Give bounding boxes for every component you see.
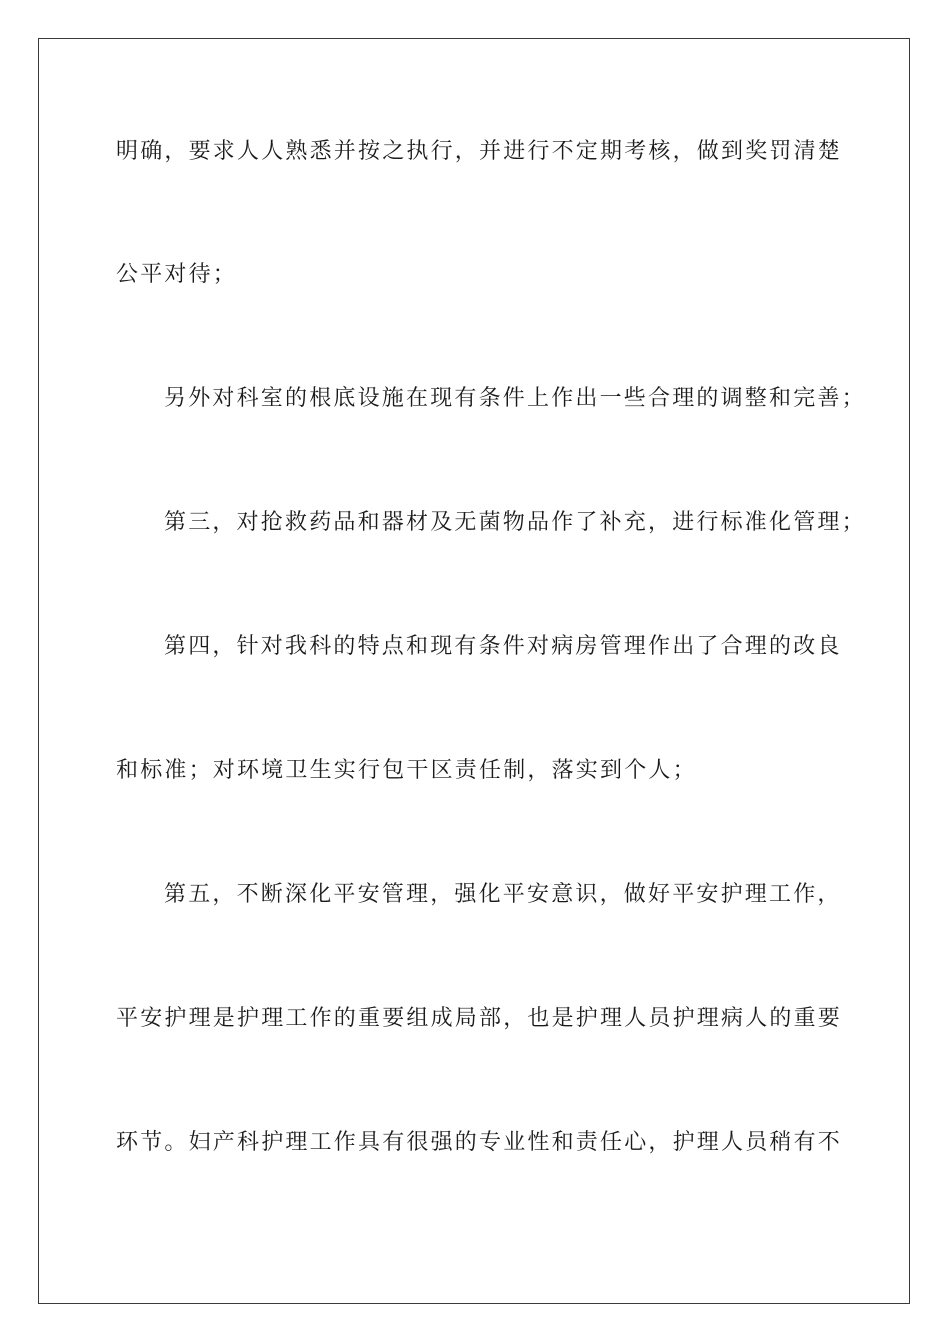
text-line: 平安护理是护理工作的重要组成局部，也是护理人员护理病人的重要 [116,1006,843,1031]
text-line: 和标准；对环境卫生实行包干区责任制，落实到个人； [116,758,697,783]
text-line: 第三，对抢救药品和器材及无菌物品作了补充，进行标准化管理； [164,510,866,535]
text-line: 环节。妇产科护理工作具有很强的专业性和责任心，护理人员稍有不 [116,1130,843,1155]
text-line: 第五，不断深化平安管理，强化平安意识，做好平安护理工作， [164,882,842,907]
text-line: 公平对待； [116,262,238,287]
text-line: 明确，要求人人熟悉并按之执行，并进行不定期考核，做到奖罚清楚 [116,139,843,164]
text-line: 另外对科室的根底设施在现有条件上作出一些合理的调整和完善； [164,386,866,411]
page-border [38,38,910,1304]
text-line: 第四，针对我科的特点和现有条件对病房管理作出了合理的改良 [164,634,842,659]
